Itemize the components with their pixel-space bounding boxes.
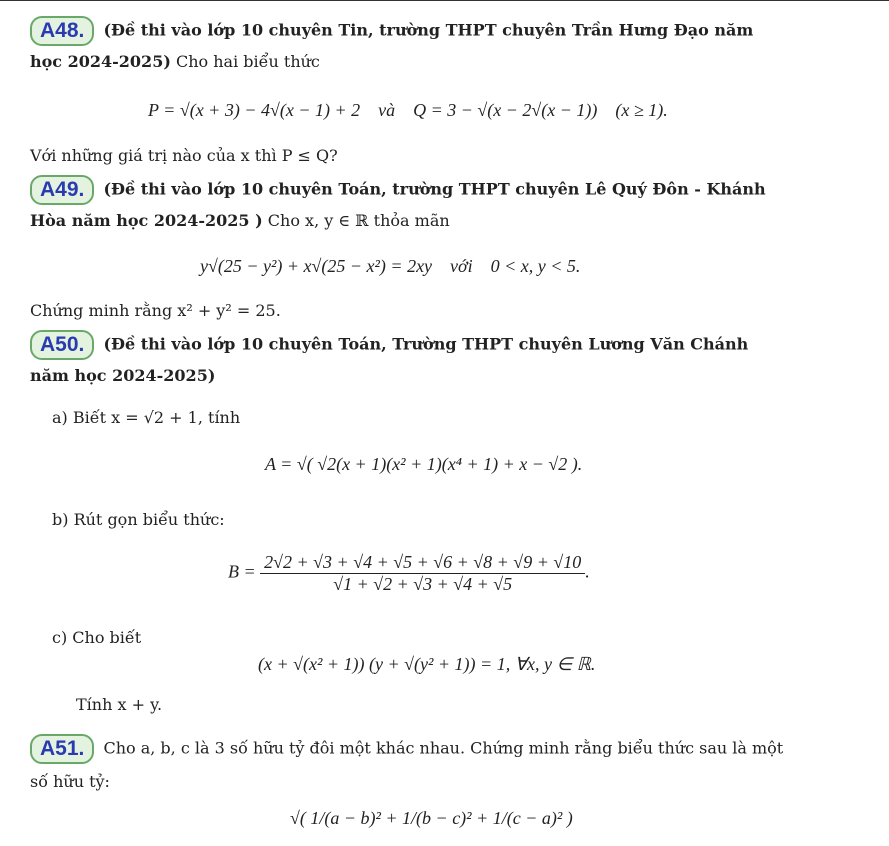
formula-p-q: P = √(x + 3) − 4√(x − 1) + 2 và Q = 3 − √(x − 2√(x − 1)) (x ≥ 1).	[148, 100, 668, 120]
problem-label: A51.	[30, 734, 94, 764]
problem-source: (Đề thi vào lớp 10 chuyên Toán, Trường THPT chuyên Lương Văn Chánh	[103, 334, 749, 354]
problem-question: Chứng minh rằng x² + y² = 25.	[30, 301, 281, 320]
formula-c: (x + √(x² + 1)) (y + √(y² + 1)) = 1, ∀x, y ∈ ℝ.	[258, 654, 596, 674]
formula-a: A = √( √2(x + 1)(x² + 1)(x⁴ + 1) + x − √2 ).	[265, 454, 583, 474]
problem-source-cont: học 2024-2025)	[30, 52, 171, 71]
formula-b	[228, 552, 590, 595]
problem-a51-header	[30, 734, 783, 764]
problem-a49-header	[30, 175, 766, 205]
denominator: √1 + √2 + √3 + √4 + √5	[333, 574, 513, 594]
problem-a50-header	[30, 330, 748, 360]
numerator: 2√2 + √3 + √4 + √5 + √6 + √8 + √9 + √10	[260, 552, 585, 574]
problem-label: A49.	[30, 175, 94, 205]
formula-lhs: B =	[228, 561, 256, 582]
part-c-text: c) Cho biết	[52, 628, 142, 647]
problem-label: A50.	[30, 330, 94, 360]
fraction	[260, 552, 585, 595]
formula-equation: y√(25 − y²) + x√(25 − x²) = 2xy với 0 < x, y < 5.	[200, 256, 581, 276]
problem-intro: Cho hai biểu thức	[170, 52, 320, 71]
problem-source-cont: số hữu tỷ:	[30, 772, 110, 791]
top-rule	[0, 0, 889, 1]
part-a-text: a) Biết x = √2 + 1, tính	[52, 408, 241, 427]
problem-intro: Cho x, y ∈ ℝ thỏa mãn	[262, 211, 450, 230]
problem-source-cont: Hòa năm học 2024-2025 )	[30, 211, 263, 230]
problem-source: Cho a, b, c là 3 số hữu tỷ đôi một khác nhau. Chứng minh rằng biểu thức sau là một	[103, 738, 784, 758]
part-c-question: Tính x + y.	[76, 695, 163, 714]
problem-a49-line2	[30, 211, 450, 230]
problem-a48-line2	[30, 52, 320, 71]
part-b-text: b) Rút gọn biểu thức:	[52, 510, 225, 529]
formula-sqrt-sum: √( 1/(a − b)² + 1/(b − c)² + 1/(c − a)² )	[290, 808, 573, 828]
problem-source: (Đề thi vào lớp 10 chuyên Toán, trường THPT chuyên Lê Quý Đôn - Khánh	[103, 179, 766, 199]
problem-question: Với những giá trị nào của x thì P ≤ Q?	[30, 146, 338, 165]
period: .	[585, 561, 590, 582]
problem-label: A48.	[30, 16, 94, 46]
problem-source-cont: năm học 2024-2025)	[30, 366, 216, 385]
problem-source: (Đề thi vào lớp 10 chuyên Tin, trường THPT chuyên Trần Hưng Đạo năm	[103, 20, 754, 40]
problem-a48-header	[30, 16, 753, 46]
